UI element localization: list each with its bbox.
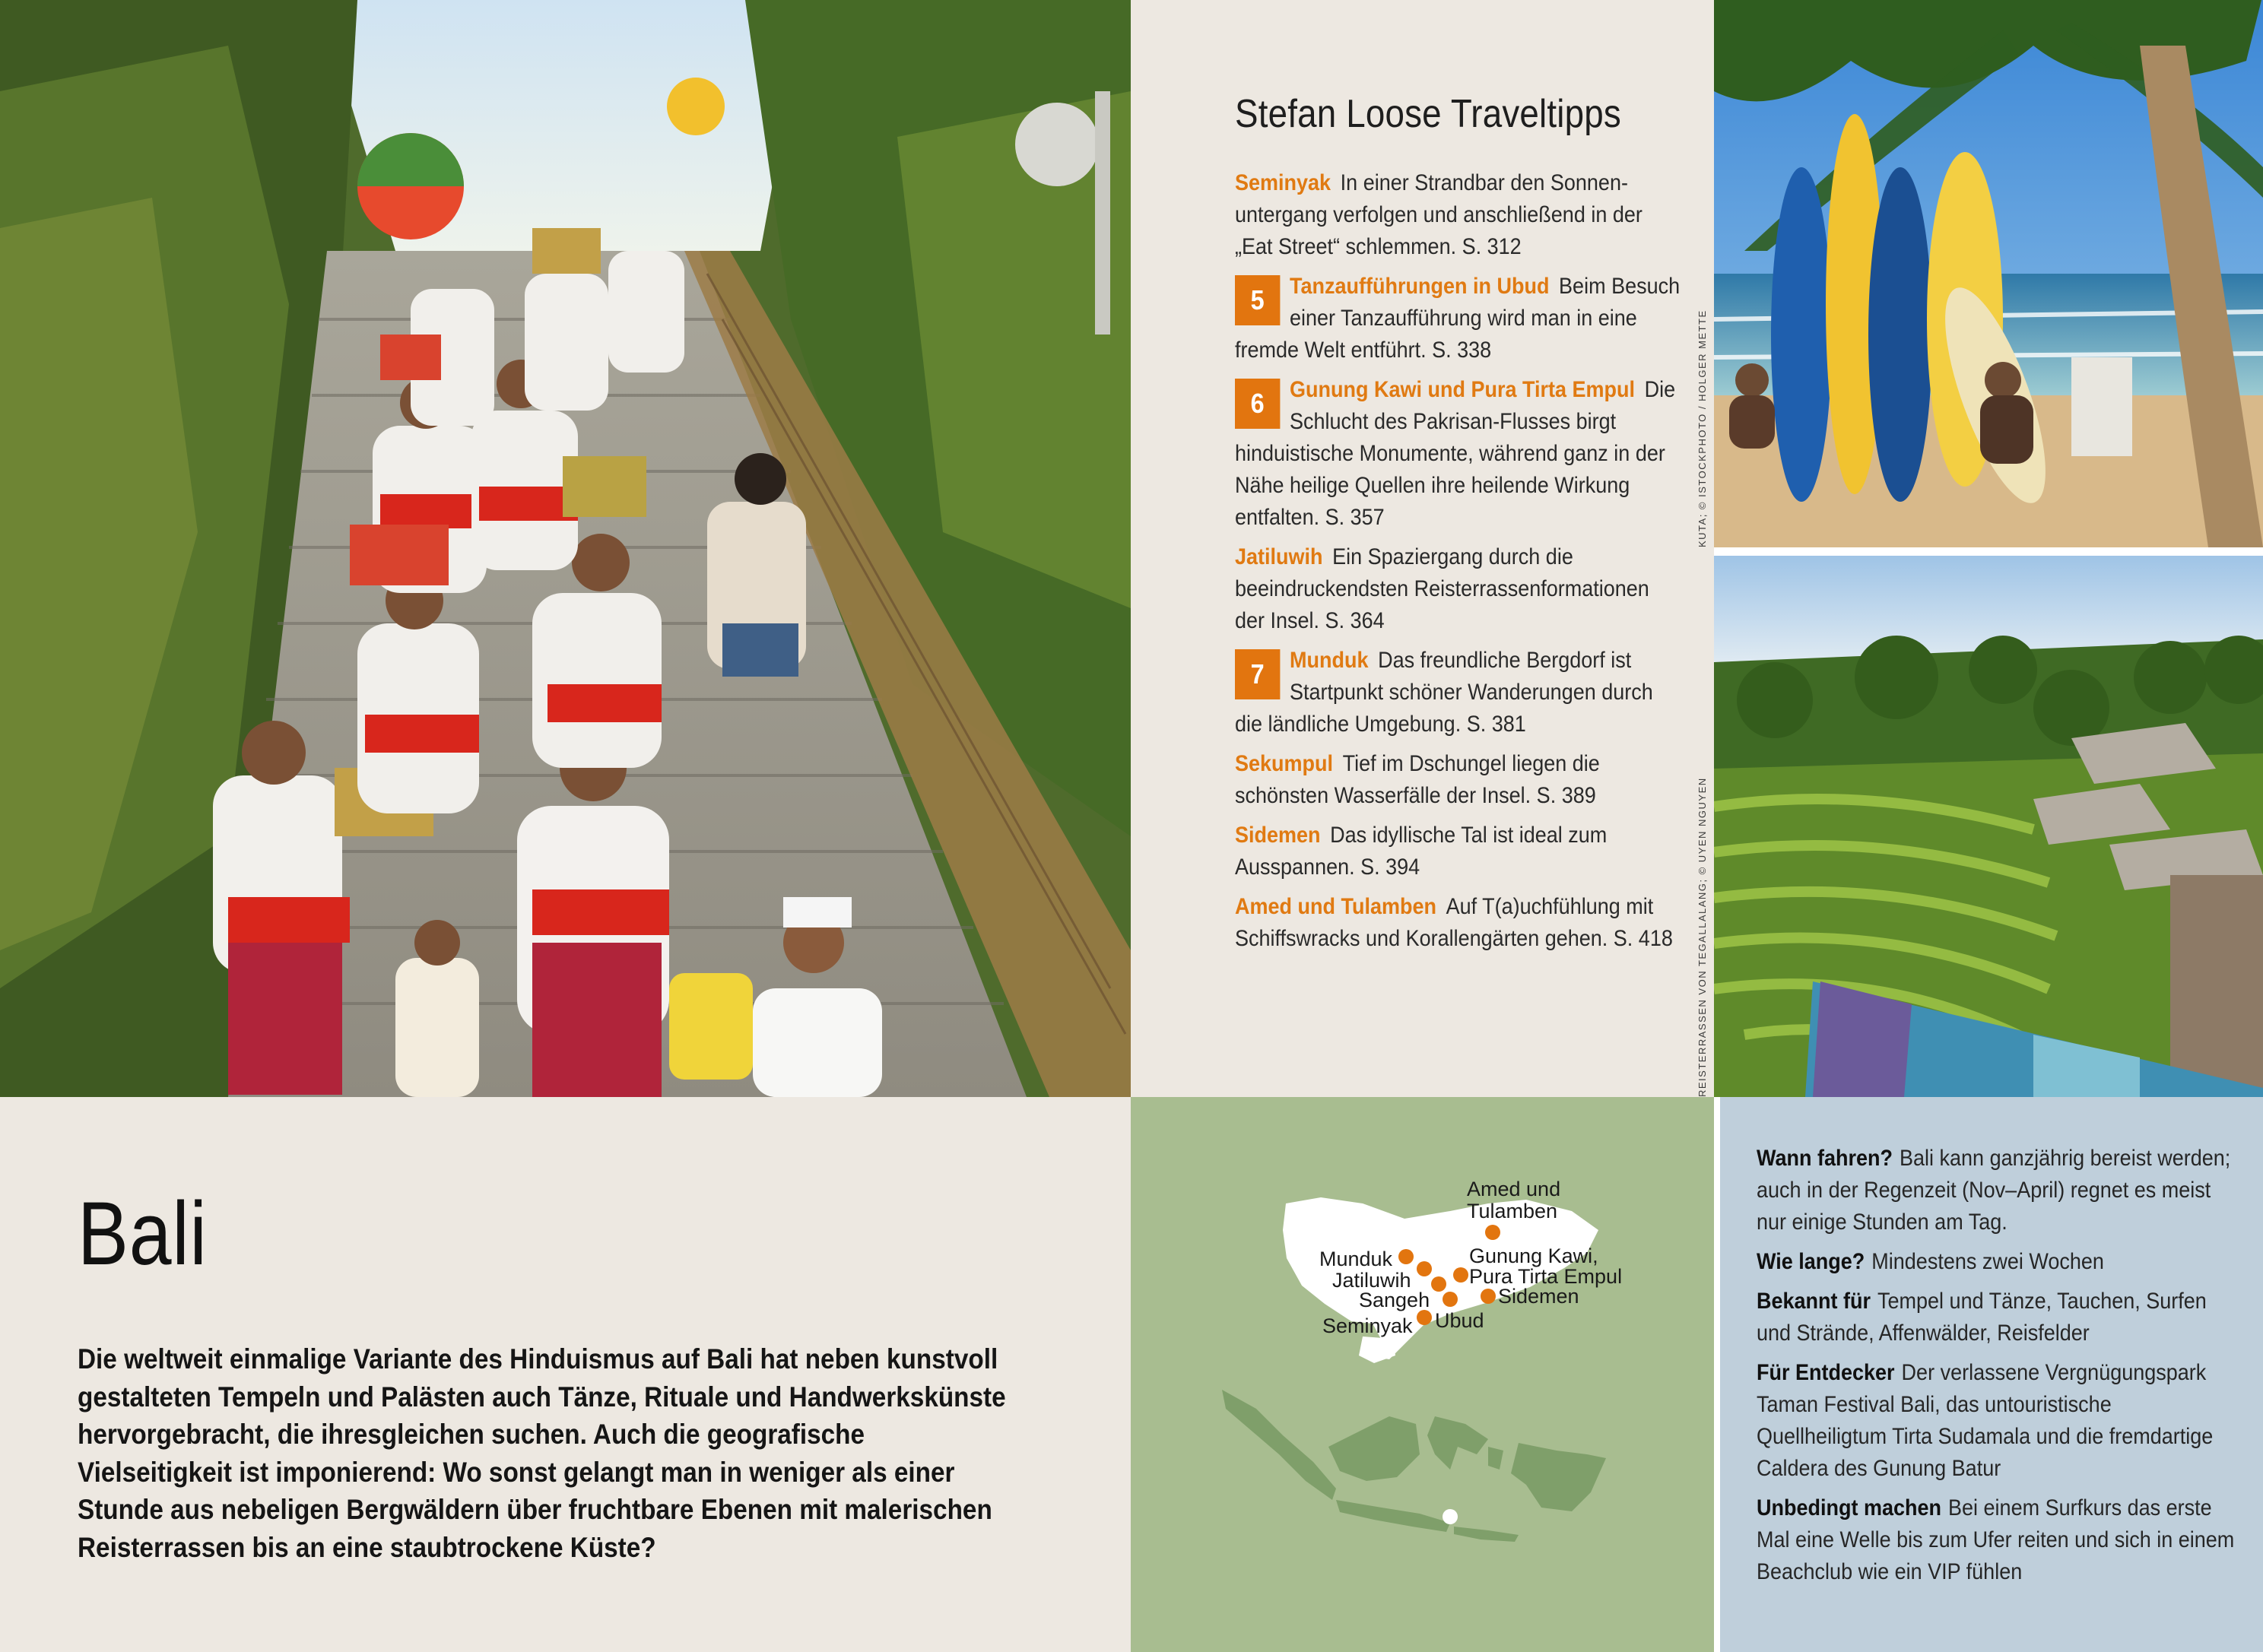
terraces-photo-caption: REISTERRASSEN VON TEGALLALANG; © UYEN NGUYEN	[1696, 777, 1708, 1097]
tip-text: Beim Besuch einer Tanzaufführung wird man in eine fremde Welt entführt. S. 338	[1235, 274, 1681, 363]
tip-gunung-kawi	[1235, 374, 1684, 534]
marker-seminyak	[1417, 1310, 1432, 1325]
tip-text: Das idyllische Tal ist ideal zum Ausspannen. S. 394	[1235, 823, 1608, 880]
label-ubud: Ubud	[1435, 1309, 1484, 1332]
fact-text: Tempel und Tänze, Tauchen, Surfen und Strände, Affenwälder, Reisfelder	[1757, 1289, 2207, 1346]
tip-name: Amed und Tulamben	[1235, 894, 1437, 919]
region-title: Bali	[78, 1184, 208, 1284]
tip-name: Sekumpul	[1235, 751, 1334, 776]
tip-text: Die Schlucht des Pakrisan-Flusses birgt hinduistische Monumente, während ganz in der Nähe heilige Quellen ihre heilende Wirkung entfalten. S. 357	[1235, 377, 1676, 530]
label-sidemen: Sidemen	[1498, 1285, 1579, 1308]
tip-sekumpul	[1235, 748, 1684, 812]
fact-text: Bei einem Surfkurs das erste Mal eine Welle bis zum Ufer reiten und sich in einem Beachclub wie ein VIP fühlen	[1757, 1495, 2235, 1584]
marker-amed	[1485, 1225, 1500, 1240]
rice-terraces-photo	[1714, 556, 2263, 1097]
marker-munduk	[1398, 1249, 1414, 1264]
procession-photo-illustration	[0, 0, 1131, 1097]
surfboards-beach-illustration	[1714, 0, 2263, 547]
tip-text: Das freundliche Bergdorf ist Startpunkt schöner Wanderungen durch die ländliche Umgebung. S. 381	[1235, 648, 1653, 737]
fact-duration	[1757, 1246, 2242, 1278]
tip-text: Tief im Dschungel liegen die schönsten Wasserfälle der Insel. S. 389	[1235, 751, 1600, 808]
tip-munduk	[1235, 645, 1684, 740]
tip-name: Jatiluwih	[1235, 544, 1323, 569]
traveltipps-list	[1235, 167, 1684, 962]
label-sangeh: Sangeh	[1359, 1289, 1430, 1311]
facts-panel	[1714, 1097, 2263, 1652]
bali-locator-map	[1131, 1097, 1714, 1652]
tip-tanzauffuehrungen	[1235, 271, 1684, 366]
label-munduk: Munduk	[1319, 1248, 1393, 1270]
marker-jatiluwih	[1417, 1261, 1432, 1276]
marker-sidemen	[1481, 1289, 1496, 1304]
tip-number-badge: 5	[1235, 275, 1280, 325]
tip-name: Munduk	[1290, 648, 1369, 673]
label-gunung-1: Gunung Kawi,	[1469, 1245, 1598, 1267]
tip-amed-tulamben	[1235, 891, 1684, 955]
label-jatiluwih: Jatiluwih	[1332, 1269, 1411, 1292]
locator-map-panel	[1131, 1097, 1714, 1652]
divider	[1714, 547, 2263, 556]
fact-key: Unbedingt machen	[1757, 1495, 1942, 1520]
intro-paragraph: Die weltweit einmalige Variante des Hinduismus auf Bali hat neben kunstvoll gestalteten Tempeln und Palästen auch Tänze, Rituale und Handwerkskünste hervorgebracht, die ihresgleichen suchen. Auch die geografische Vielseitigkeit ist imponierend: Wo sonst gelangt man in weniger als einer Stunde aus nebeligen Bergwäldern über fruchtbare Ebenen mit malerischen Reisterrassen bis an eine staubtrockene Küste?	[78, 1343, 1006, 1563]
fact-known-for	[1757, 1286, 2242, 1349]
fact-key: Bekannt für	[1757, 1289, 1871, 1314]
fact-text: Mindestens zwei Wochen	[1871, 1249, 2104, 1274]
fact-must-do	[1757, 1492, 2242, 1588]
marker-ubud	[1443, 1292, 1458, 1307]
fact-text: Bali kann ganzjährig bereist werden; auch in der Regenzeit (Nov–April) regnet es meist nur einige Stunden am Tag.	[1757, 1146, 2231, 1235]
tip-name: Seminyak	[1235, 170, 1331, 195]
tip-name: Tanzaufführungen in Ubud	[1290, 274, 1550, 299]
label-amed-1: Amed und	[1467, 1178, 1561, 1200]
tip-number-badge: 6	[1235, 379, 1280, 429]
traveltipps-title: Stefan Loose Traveltipps	[1235, 92, 1621, 136]
tip-name: Gunung Kawi und Pura Tirta Empul	[1290, 377, 1636, 402]
bukit-peninsula-shape	[1359, 1337, 1395, 1363]
indonesia-archipelago	[1222, 1390, 1606, 1542]
surf-photo-caption: KUTA; © ISTOCKPHOTO / HOLGER METTE	[1696, 309, 1708, 547]
tip-seminyak	[1235, 167, 1684, 263]
tip-text: Ein Spaziergang durch die beeindruckendsten Reisterrassenformationen der Insel. S. 364	[1235, 544, 1649, 633]
fact-key: Für Entdecker	[1757, 1360, 1895, 1385]
tip-sidemen	[1235, 820, 1684, 883]
tip-text: Auf T(a)uchfühlung mit Schiffswracks und Korallengärten gehen. S. 418	[1235, 894, 1673, 951]
facts-list	[1757, 1143, 2263, 1596]
label-amed-2: Tulamben	[1467, 1200, 1558, 1222]
rice-terraces-illustration	[1714, 556, 2263, 1097]
divider	[1714, 1097, 1720, 1652]
fact-key: Wie lange?	[1757, 1249, 1865, 1274]
traveltipps-panel	[1131, 0, 1714, 1097]
fact-key: Wann fahren?	[1757, 1146, 1893, 1171]
fact-when	[1757, 1143, 2242, 1238]
label-gunung-2: Pura Tirta Empul	[1469, 1265, 1623, 1288]
tip-name: Sidemen	[1235, 823, 1321, 848]
marker-gunung-kawi	[1453, 1267, 1468, 1283]
tip-text: In einer Strandbar den Sonnenuntergang verfolgen und anschließend in der „Eat Street“ schlemmen. S. 312	[1235, 170, 1642, 259]
label-seminyak: Seminyak	[1322, 1314, 1413, 1337]
surfboards-beach-photo	[1714, 0, 2263, 547]
procession-photo	[0, 0, 1131, 1097]
tip-number-badge: 7	[1235, 649, 1280, 699]
tip-jatiluwih	[1235, 541, 1684, 637]
marker-sangeh	[1431, 1276, 1446, 1292]
fact-text: Der verlassene Vergnügungspark Taman Festival Bali, das untouristische Quellheiligtum Tirta Sudamala und die fremdartige Caldera des Gunung Batur	[1757, 1360, 2214, 1481]
intro-panel	[0, 1097, 1131, 1652]
fact-discoverers	[1757, 1357, 2242, 1485]
